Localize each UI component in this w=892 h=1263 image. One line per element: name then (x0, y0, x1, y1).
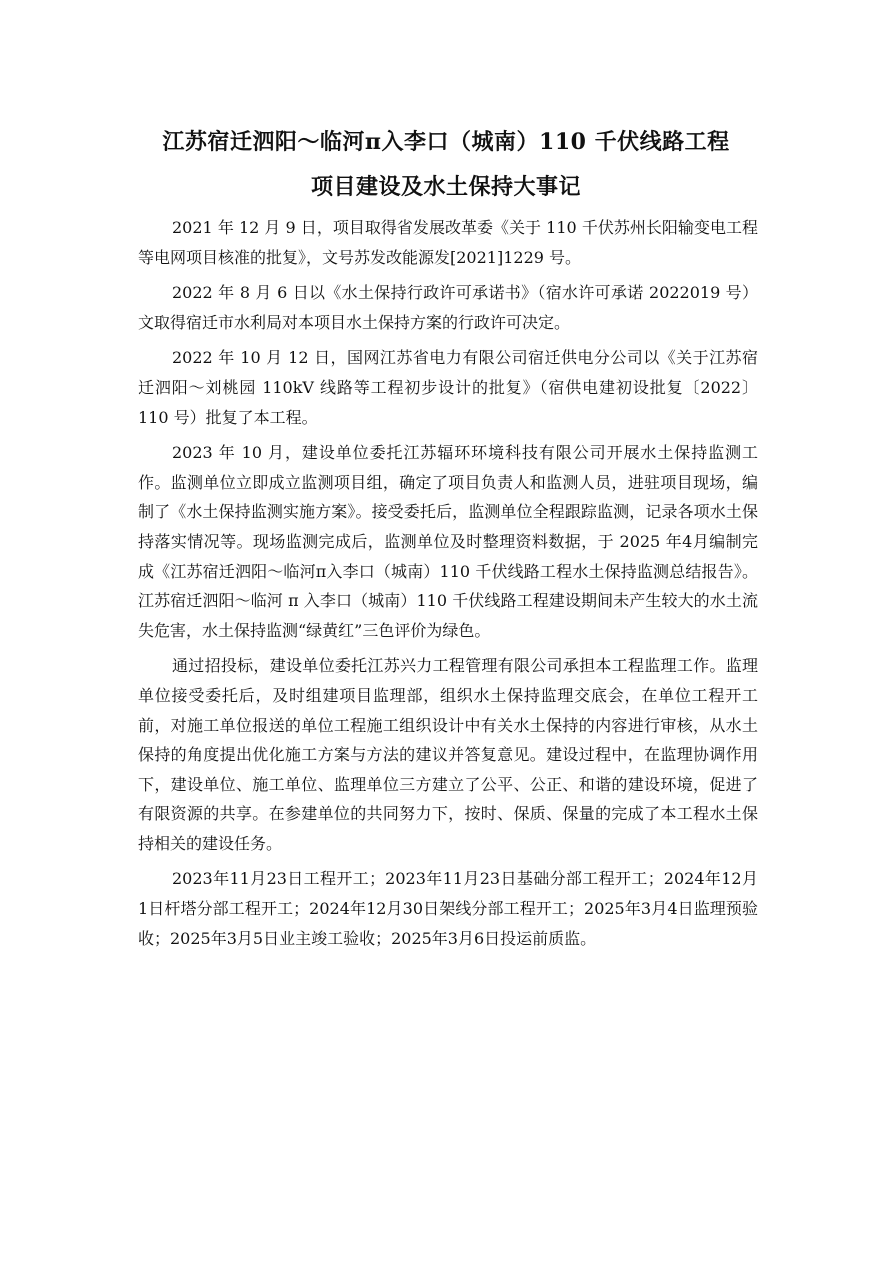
paragraph-monitoring-work: 2023 年 10 月，建设单位委托江苏辐环环境科技有限公司开展水土保持监测工作。监测单位立即成立监测项目组，确定了项目负责人和监测人员，进驻项目现场，编制了《水土保持监测实施方案》。接受委托后，监测单位全程跟踪监测，记录各项水土保持落实情况等。现场监测完成后，监测单位及时整理资料数据，于 2025 年4月编制完成《江苏宿迁泗阳～临河π入李口（城南）110 千伏线路工程水土保持监测总结报告》。江苏宿迁泗阳～临河 π 入李口（城南）110 千伏线路工程建设期间未产生较大的水土流失危害，水土保持监测“绿黄红”三色评价为绿色。 (138, 443, 758, 640)
document-title-line-1: 江苏宿迁泗阳～临河π入李口（城南）110 千伏线路工程 (162, 129, 730, 155)
paragraph-supervision-work: 通过招投标，建设单位委托江苏兴力工程管理有限公司承担本工程监理工作。监理单位接受委托后，及时组建项目监理部，组织水土保持监理交底会，在单位工程开工前，对施工单位报送的单位工程施工组织设计中有关水土保持的内容进行审核，从水土保持的角度提出优化施工方案与方法的建议并答复意见。建设过程中，在监理协调作用下，建设单位、施工单位、监理单位三方建立了公平、公正、和谐的建设环境，促进了有限资源的共享。在参建单位的共同努力下，按时、保质、保量的完成了本工程水土保持相关的建设任务。 (138, 656, 758, 853)
paragraph-construction-timeline: 2023年11月23日工程开工；2023年11月23日基础分部工程开工；2024年12月1日杆塔分部工程开工；2024年12月30日架线分部工程开工；2025年3月4日监理预验收；2025年3月5日业主竣工验收；2025年3月6日投运前质监。 (138, 869, 758, 948)
paragraph-soil-conservation-permit: 2022 年 8 月 6 日以《水土保持行政许可承诺书》（宿水许可承诺 2022019 号）文取得宿迁市水利局对本项目水土保持方案的行政许可决定。 (138, 283, 758, 332)
document-title-line-2: 项目建设及水土保持大事记 (310, 174, 581, 200)
paragraph-preliminary-design-approval: 2022 年 10 月 12 日，国网江苏省电力有限公司宿迁供电分公司以《关于江苏宿迁泗阳～刘桃园 110kV 线路等工程初步设计的批复》（宿供电建初设批复〔2022〕110 号）批复了本工程。 (138, 348, 758, 427)
paragraph-project-approval: 2021 年 12 月 9 日，项目取得省发展改革委《关于 110 千伏苏州长阳输变电工程等电网项目核准的批复》，文号苏发改能源发[2021]1229 号。 (138, 218, 758, 267)
document-body (138, 213, 758, 953)
